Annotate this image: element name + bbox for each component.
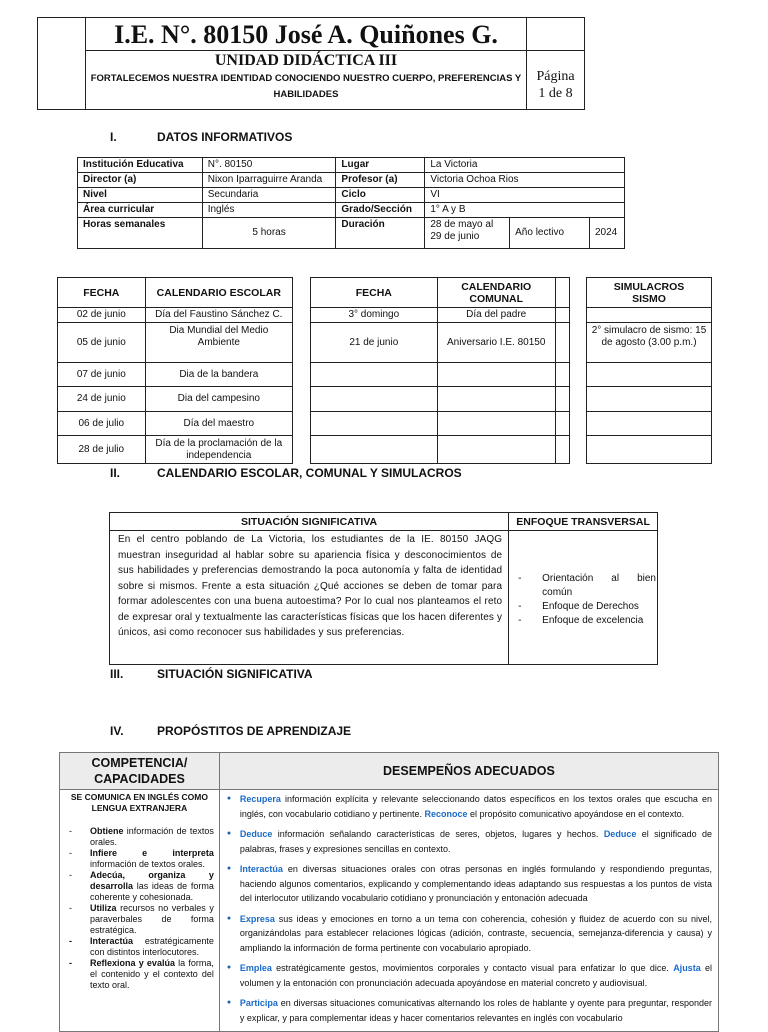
desempeno-item xyxy=(226,996,712,1025)
table-row xyxy=(58,436,293,464)
table-header-row xyxy=(311,278,570,308)
table-row xyxy=(587,387,712,412)
table-row xyxy=(78,173,625,188)
desempeno-item xyxy=(226,792,712,821)
table-row xyxy=(78,158,625,173)
column-header: ENFOQUE TRANSVERSAL xyxy=(509,513,658,531)
capacidad-verb: Utiliza xyxy=(90,903,117,913)
column-header: COMPETENCIA/ CAPACIDADES xyxy=(60,753,220,790)
table-row xyxy=(587,323,712,363)
column-header: SITUACIÓN SIGNIFICATIVA xyxy=(110,513,509,531)
table-row xyxy=(78,218,625,249)
empty-cell xyxy=(587,308,712,323)
date-cell: 21 de junio xyxy=(311,323,438,363)
desempeno-text: en diversas situaciones comunicativas alternando los roles de hablante y oyente para preguntar, responder y explicar, y para complementar ideas y hacer comentarios relevantes en inglés con vocabulario xyxy=(239,998,712,1023)
desempeno-item xyxy=(226,961,712,990)
label-cell: Área curricular xyxy=(78,203,203,218)
list-item: - Orientación al bien común xyxy=(516,572,656,600)
section-label: CALENDARIO ESCOLAR, COMUNAL Y SIMULACROS xyxy=(157,466,462,480)
value-cell: 28 de mayo al 29 de junio xyxy=(425,218,510,249)
column-header: DESEMPEÑOS ADECUADOS xyxy=(219,753,718,790)
date-cell: 07 de junio xyxy=(58,363,146,387)
desempeno-keyword: Emplea xyxy=(239,963,272,973)
desempeno-text: sus ideas y emociones en torno a un tema con coherencia, cohesión y fluidez de acuerdo con su nivel, organizándolas para establecer relaciones lógicas (adición, contraste, secuencia, semejanza-diferencia y causa) y ampliando la información de forma pertinente con vocabulario apropiado. xyxy=(239,913,712,953)
list-item xyxy=(65,870,214,903)
desempeno-text: el volumen y la entonación con pronunciación adecuada apoyándose en material concreto y audiovisual. xyxy=(239,963,712,988)
label-cell: Año lectivo xyxy=(510,218,590,249)
value-cell: N°. 80150 xyxy=(202,158,336,173)
table-row xyxy=(78,203,625,218)
capacidad-verb: Reflexiona y evalúa xyxy=(90,958,175,968)
spacer-cell xyxy=(555,323,569,363)
event-cell: Día del padre xyxy=(437,308,555,323)
simulacro-cell: 2° simulacro de sismo: 15 de agosto (3.00 p.m.) xyxy=(587,323,712,363)
desempeno-keyword: Ajusta xyxy=(673,963,701,973)
date-cell: 28 de julio xyxy=(58,436,146,464)
spacer-cell xyxy=(555,363,569,387)
section-label: DATOS INFORMATIVOS xyxy=(157,130,293,144)
document-header xyxy=(37,17,585,110)
capacidad-text: información de textos orales. xyxy=(90,826,214,847)
table-row xyxy=(311,308,570,323)
enfoques-cell xyxy=(509,531,658,665)
table-row xyxy=(311,412,570,436)
table-header-row xyxy=(587,278,712,308)
table-row xyxy=(311,387,570,412)
event-cell: Dia Mundial del Medio Ambiente xyxy=(145,323,292,363)
enfoques-list xyxy=(510,572,656,628)
spacer-cell xyxy=(555,412,569,436)
section-heading-1 xyxy=(110,130,510,146)
table-row xyxy=(587,412,712,436)
column-header: CALENDARIO COMUNAL xyxy=(437,278,555,308)
table-row xyxy=(110,531,658,665)
column-header: SIMULACROS SISMO xyxy=(587,278,712,308)
capacidad-text: información de textos orales. xyxy=(90,859,206,869)
section-number: I. xyxy=(110,130,117,144)
empty-cell xyxy=(587,363,712,387)
value-cell: 5 horas xyxy=(202,218,336,249)
list-item: - Enfoque de excelencia xyxy=(516,614,656,628)
date-cell: 05 de junio xyxy=(58,323,146,363)
capacidad-text: la forma, el contenido y el contexto del texto oral. xyxy=(90,958,214,990)
empty-cell xyxy=(311,387,438,412)
date-cell: 06 de julio xyxy=(58,412,146,436)
list-item xyxy=(65,958,214,991)
section-number: II. xyxy=(110,466,121,480)
capacidad-verb: Adecúa, organiza y desarrolla xyxy=(90,870,214,891)
school-title: I.E. N°. 80150 José A. Quiñones G. xyxy=(114,20,498,49)
table-row xyxy=(58,412,293,436)
desempeno-keyword: Reconoce xyxy=(424,808,468,819)
capacidad-verb: Interactúa xyxy=(90,936,134,946)
value-cell: Secundaria xyxy=(202,188,336,203)
datos-informativos-table xyxy=(77,157,625,249)
empty-cell xyxy=(587,412,712,436)
desempeno-item xyxy=(226,827,712,856)
value-cell: Inglés xyxy=(202,203,336,218)
capacidad-text: recursos no verbales y paraverbales de forma estratégica. xyxy=(90,903,214,935)
desempeno-text: el significado de palabras, frases y expresiones sencillas en contexto. xyxy=(239,829,712,854)
table-row xyxy=(58,308,293,323)
date-cell: 3° domingo xyxy=(311,308,438,323)
empty-cell xyxy=(437,412,555,436)
desempeno-keyword: Expresa xyxy=(239,913,275,924)
calendario-comunal-table xyxy=(310,277,570,464)
empty-cell xyxy=(311,412,438,436)
table-row xyxy=(60,790,719,1032)
value-cell: La Victoria xyxy=(425,158,625,173)
capacidad-verb: Infiere e interpreta xyxy=(90,848,214,858)
header-logo-cell xyxy=(38,18,86,109)
value-cell: VI xyxy=(425,188,625,203)
event-cell: Día del Faustino Sánchez C. xyxy=(145,308,292,323)
spacer-cell xyxy=(555,387,569,412)
empty-cell xyxy=(311,363,438,387)
spacer-cell xyxy=(555,278,569,308)
date-cell: 02 de junio xyxy=(58,308,146,323)
empty-cell xyxy=(587,387,712,412)
capacidad-verb: Obtiene xyxy=(90,826,124,836)
label-cell: Grado/Sección xyxy=(336,203,425,218)
value-cell: Victoria Ochoa Rios xyxy=(425,173,625,188)
table-header-row xyxy=(58,278,293,308)
page-number: 1 de 8 xyxy=(538,86,573,101)
value-cell: 1° A y B xyxy=(425,203,625,218)
event-cell: Día del maestro xyxy=(145,412,292,436)
capacidad-text: las ideas de forma coherente y cohesionada. xyxy=(90,881,214,902)
empty-cell xyxy=(437,387,555,412)
list-item xyxy=(65,848,214,870)
table-row xyxy=(58,363,293,387)
table-header-row xyxy=(110,513,658,531)
list-item xyxy=(65,936,214,958)
desempeno-text: información explícita y relevante seleccionando datos específicos en los textos orales que escucha en inglés, con vocabulario cotidiano y pertinente. xyxy=(239,794,712,819)
section-heading-3 xyxy=(110,667,510,683)
list-item: - Enfoque de Derechos xyxy=(516,600,656,614)
label-cell: Nivel xyxy=(78,188,203,203)
spacer-cell xyxy=(555,436,569,464)
event-cell: Dia de la bandera xyxy=(145,363,292,387)
section-label: PROPÓSTITOS DE APRENDIZAJE xyxy=(157,724,352,738)
label-cell: Ciclo xyxy=(336,188,425,203)
event-cell: Dia del campesino xyxy=(145,387,292,412)
unit-subtitle: FORTALECEMOS NUESTRA IDENTIDAD CONOCIENDO NUESTRO CUERPO, PREFERENCIAS Y HABILIDADES xyxy=(90,73,522,100)
column-header: FECHA xyxy=(311,278,438,308)
page-number-cell xyxy=(526,18,584,109)
section-number: III. xyxy=(110,667,124,681)
desempeno-keyword: Deduce xyxy=(239,829,273,839)
table-row xyxy=(311,436,570,464)
column-header: CALENDARIO ESCOLAR xyxy=(145,278,292,308)
unit-title: UNIDAD DIDÁCTICA III xyxy=(214,52,398,69)
date-cell: 24 de junio xyxy=(58,387,146,412)
competencia-title: SE COMUNICA EN INGLÉS COMO LENGUA EXTRANJERA xyxy=(70,792,208,813)
empty-cell xyxy=(587,436,712,464)
desempeno-keyword: Participa xyxy=(239,998,278,1008)
desempeno-text: el propósito comunicativo apoyándose en el contexto. xyxy=(467,808,685,819)
table-header-row xyxy=(60,753,719,790)
list-item xyxy=(65,903,214,936)
page-word: Página xyxy=(536,69,575,84)
desempeno-item xyxy=(226,862,712,906)
section-heading-4 xyxy=(110,724,510,740)
desempeno-keyword: Deduce xyxy=(603,829,637,839)
value-cell: 2024 xyxy=(589,218,624,249)
column-header: FECHA xyxy=(58,278,146,308)
competencia-cell xyxy=(60,790,220,1032)
desempeno-keyword: Interactúa xyxy=(239,864,283,874)
table-row xyxy=(58,387,293,412)
desempeno-text: en diversas situaciones orales con otras personas en inglés formulando y respondiendo preguntas, haciendo algunos comentarios, explicando y complementando ideas adaptando sus respuestas a los puntos de vista del interlocutor utilizando vocabulario cotidiano y pronunciación y entonación adecuada xyxy=(239,864,712,903)
event-cell: Aniversario I.E. 80150 xyxy=(437,323,555,363)
desempeno-item xyxy=(226,912,712,956)
label-cell: Profesor (a) xyxy=(336,173,425,188)
desempenos-cell xyxy=(219,790,718,1032)
label-cell: Lugar xyxy=(336,158,425,173)
section-number: IV. xyxy=(110,724,124,738)
capacidades-list xyxy=(65,826,214,991)
spacer-cell xyxy=(555,308,569,323)
section-heading-2 xyxy=(110,466,610,482)
empty-cell xyxy=(437,436,555,464)
simulacros-table xyxy=(586,277,712,464)
label-cell: Institución Educativa xyxy=(78,158,203,173)
situacion-text: En el centro poblando de La Victoria, los estudiantes de la IE. 80150 JAQG muestran inseguridad al hablar sobre su apariencia física y desconocimientos de sus habilidades y preferencias demostrando la poca autonomía y falta de identidad sobre si mismos. Frente a esta situación ¿Qué acciones se deben de tomar para formar adolescentes con una buena autoestima? Por lo cual nos planteamos el reto de expresar oral y textualmente las características físicas que los hacen diferentes y únicos, asi como reconocer sus habilidades y sus preferencias. xyxy=(110,531,509,665)
table-row xyxy=(587,308,712,323)
value-cell: Nixon Iparraguirre Aranda xyxy=(202,173,336,188)
table-row xyxy=(587,436,712,464)
situacion-significativa-table xyxy=(109,512,658,665)
desempeno-keyword: Recupera xyxy=(239,794,281,804)
table-row xyxy=(311,323,570,363)
empty-cell xyxy=(437,363,555,387)
table-row xyxy=(78,188,625,203)
label-cell: Duración xyxy=(336,218,425,249)
table-row xyxy=(58,323,293,363)
desempeno-text: información señalando características de seres, objetos, lugares y hechos. xyxy=(272,829,604,839)
propositos-table xyxy=(59,752,719,1032)
table-row xyxy=(587,363,712,387)
list-item xyxy=(65,826,214,848)
table-row xyxy=(311,363,570,387)
section-label: SITUACIÓN SIGNIFICATIVA xyxy=(157,667,313,681)
empty-cell xyxy=(311,436,438,464)
label-cell: Horas semanales xyxy=(78,218,203,249)
event-cell: Día de la proclamación de la independencia xyxy=(145,436,292,464)
calendario-escolar-table xyxy=(57,277,293,464)
desempeno-text: estratégicamente gestos, movimientos corporales y contacto visual para enfatizar lo que dice. xyxy=(271,963,674,973)
label-cell: Director (a) xyxy=(78,173,203,188)
capacidad-text: estratégicamente con distintos interlocutores. xyxy=(90,936,214,957)
